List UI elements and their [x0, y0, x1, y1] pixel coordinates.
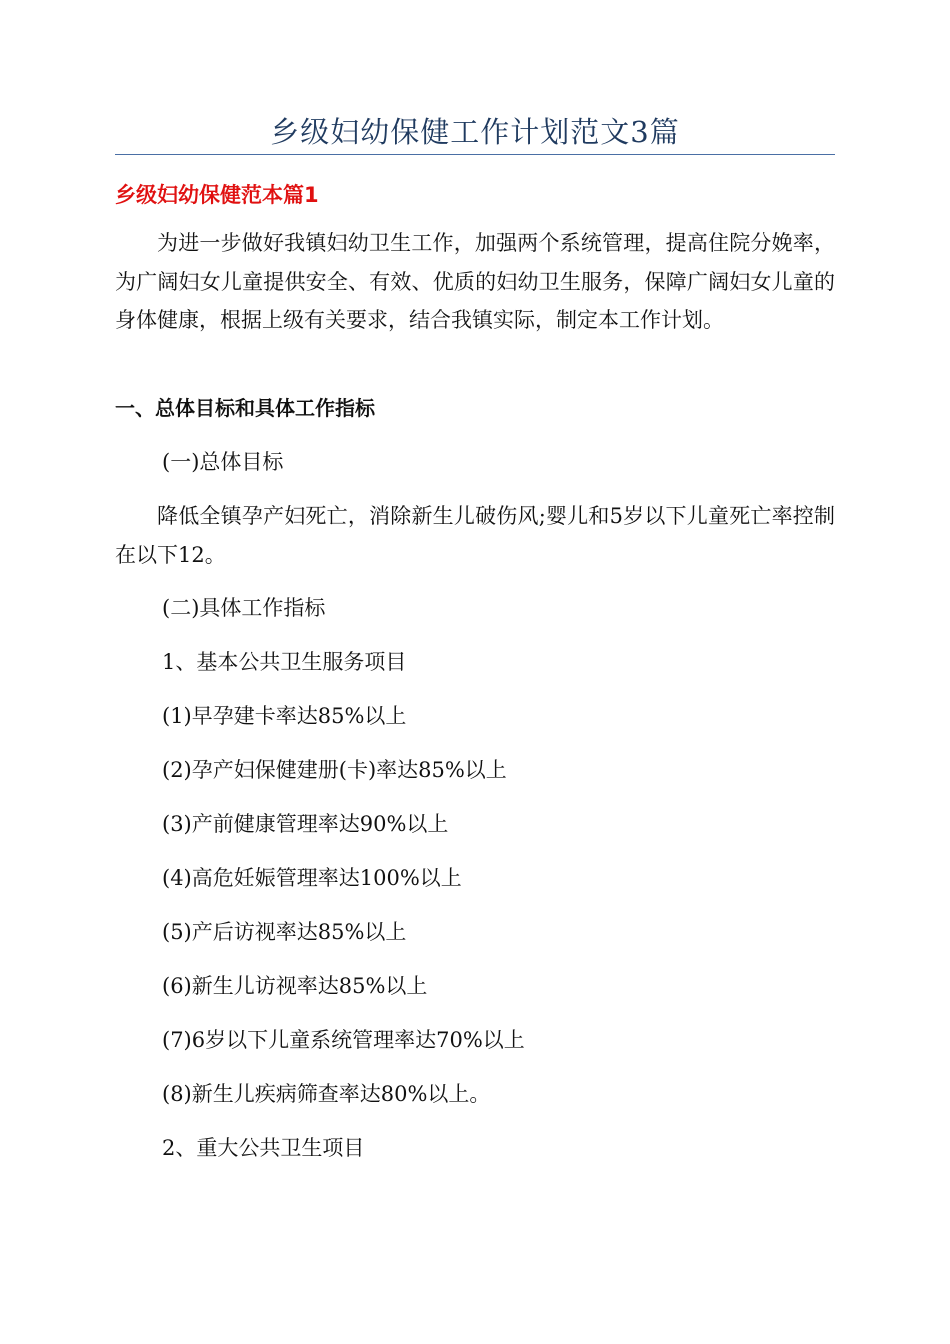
- indicator-item: (1)早孕建卡率达85%以上: [162, 704, 407, 728]
- indicator-item: (5)产后访视率达85%以上: [162, 920, 407, 944]
- document-title: 乡级妇幼保健工作计划范文3篇: [270, 115, 680, 149]
- indicator-item: (8)新生儿疾病筛查率达80%以上。: [162, 1082, 491, 1106]
- indicator-item: (4)高危妊娠管理率达100%以上: [162, 866, 462, 890]
- indicator-item: (7)6岁以下儿童系统管理率达70%以上: [162, 1028, 525, 1052]
- item-basic-public-health: 1、基本公共卫生服务项目: [162, 650, 407, 674]
- indicator-item: (3)产前健康管理率达90%以上: [162, 812, 449, 836]
- subheading-work-indicators: (二)具体工作指标: [162, 596, 326, 620]
- heading-overall-goals: 一、总体目标和具体工作指标: [115, 396, 375, 420]
- item-major-public-health: 2、重大公共卫生项目: [162, 1136, 365, 1160]
- intro-paragraph: 为进一步做好我镇妇幼卫生工作，加强两个系统管理，提高住院分娩率，为广阔妇女儿童提供安全、有效、优质的妇幼卫生服务，保障广阔妇女儿童的身体健康，根据上级有关要求，结合我镇实际，制定本工作计划。: [115, 231, 835, 332]
- goal-paragraph: 降低全镇孕产妇死亡，消除新生儿破伤风;婴儿和5岁以下儿童死亡率控制在以下12。: [115, 504, 835, 567]
- title-divider: [115, 154, 835, 155]
- indicator-item: (6)新生儿访视率达85%以上: [162, 974, 428, 998]
- indicator-item: (2)孕产妇保健建册(卡)率达85%以上: [162, 758, 507, 782]
- section-heading: 乡级妇幼保健范本篇1: [115, 183, 319, 207]
- subheading-overall-goal: (一)总体目标: [162, 450, 284, 474]
